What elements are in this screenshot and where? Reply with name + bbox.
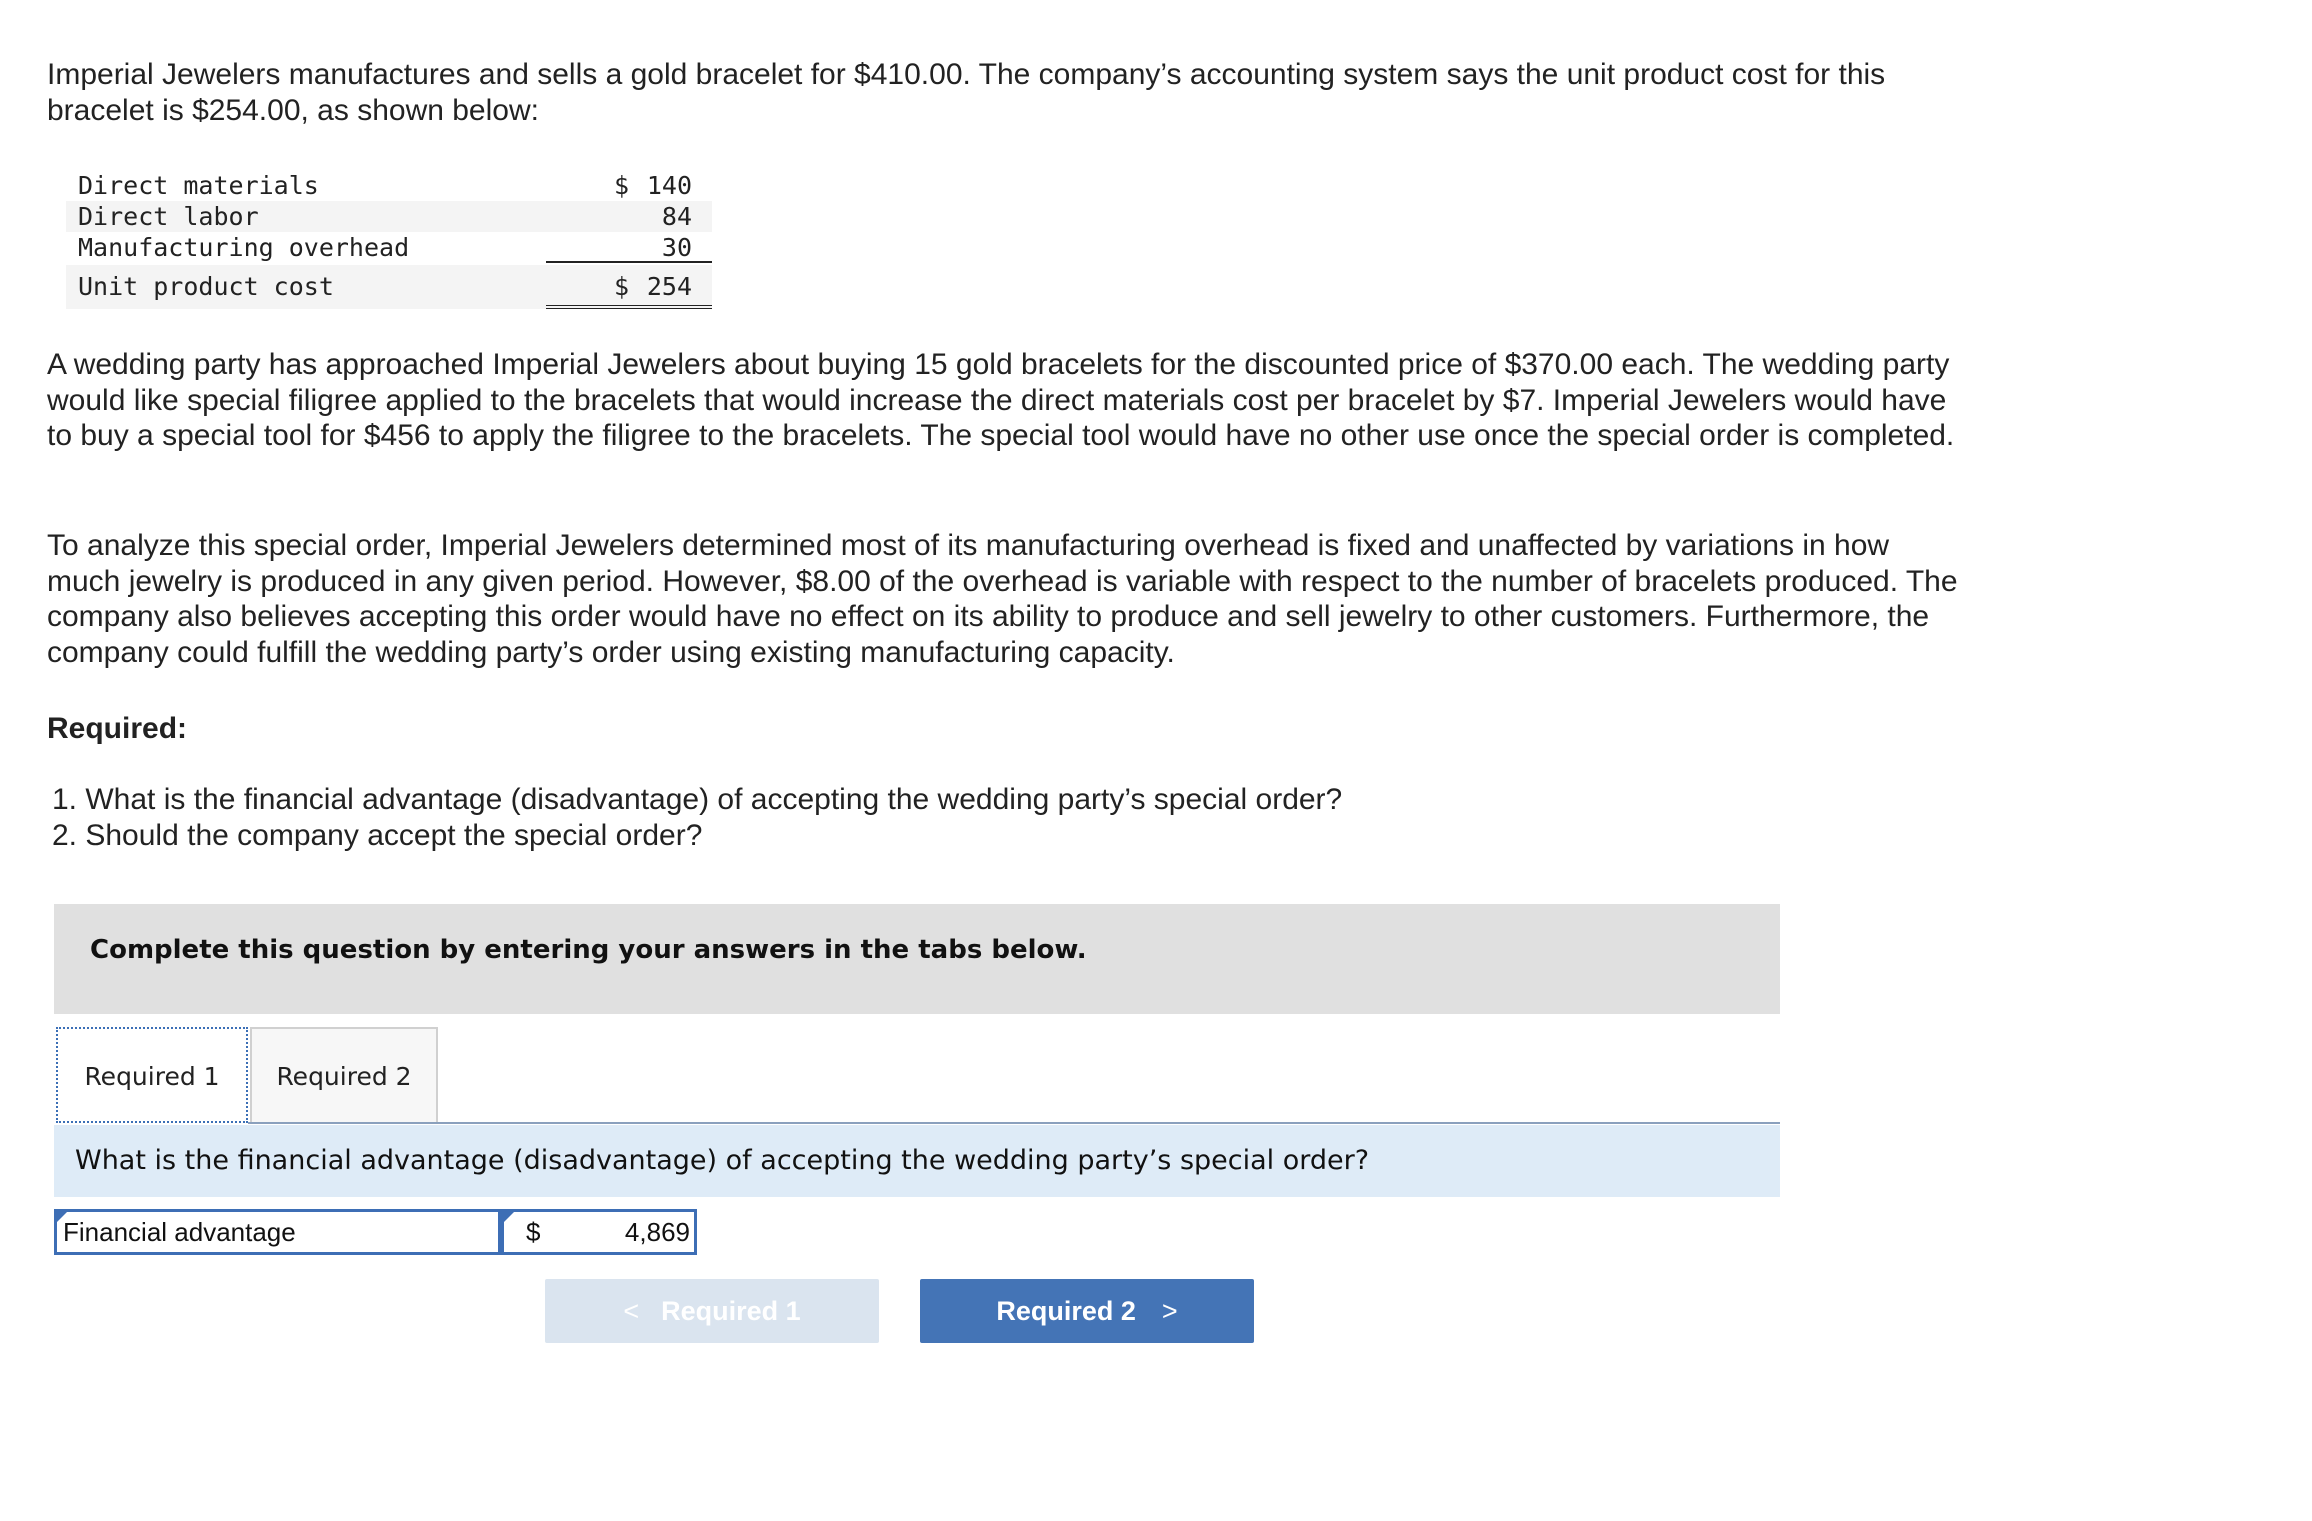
next-required-button[interactable] bbox=[920, 1279, 1254, 1343]
prev-required-button[interactable] bbox=[545, 1279, 879, 1343]
chevron-left-icon: < bbox=[623, 1296, 640, 1326]
tab-required-2[interactable]: Required 2 bbox=[250, 1027, 438, 1123]
table-row bbox=[66, 170, 712, 201]
chevron-right-icon: > bbox=[1161, 1296, 1178, 1326]
intro-paragraph-3: To analyze this special order, Imperial Jewelers determined most of its manufacturing overhead is fixed and unaffected by variations in how much jewelry is produced in any given period. However, $8.00 of the overhead is variable with respect to the number of bracelets produced. The company also believes accepting this order would have no effect on its ability to produce and sell jewelry to other customers. Furthermore, the company could fulfill the wedding party’s order using existing manufacturing capacity. bbox=[47, 529, 1958, 669]
tab-required-1[interactable]: Required 1 bbox=[56, 1027, 248, 1123]
unit-cost-table bbox=[66, 170, 712, 309]
list-item: 1. What is the financial advantage (disadvantage) of accepting the wedding party’s special order? bbox=[52, 783, 1343, 816]
instruction-banner bbox=[54, 904, 1780, 1014]
total-label: Unit product cost bbox=[66, 265, 546, 309]
row-amount: 84 bbox=[661, 202, 692, 231]
total-row bbox=[66, 265, 712, 309]
required-questions bbox=[52, 782, 1342, 854]
total-amount: 254 bbox=[646, 272, 692, 301]
row-label: Direct labor bbox=[66, 201, 546, 232]
intro-paragraph-1: Imperial Jewelers manufactures and sells a gold bracelet for $410.00. The company’s accounting system says the unit product cost for this bracelet is $254.00, as shown below: bbox=[47, 58, 1886, 127]
answer-amount-input[interactable] bbox=[501, 1209, 697, 1255]
intro-paragraph-2: A wedding party has approached Imperial Jewelers about buying 15 gold bracelets for the discounted price of $370.00 each. The wedding party would like special filigree applied to the bracelets that would increase the direct materials cost per bracelet by $7. Imperial Jewelers would have to buy a special tool for $456 to apply the filigree to the bracelets. The special tool would have no other use once the special order is completed. bbox=[47, 348, 1955, 452]
prev-button-label: Required 1 bbox=[661, 1296, 801, 1326]
row-label: Manufacturing overhead bbox=[78, 233, 410, 262]
currency-symbol: $ bbox=[614, 171, 630, 200]
tab-divider bbox=[248, 1122, 1780, 1124]
row-label: Direct materials bbox=[78, 171, 319, 200]
list-item: 2. Should the company accept the special order? bbox=[52, 819, 703, 852]
banner-text: Complete this question by entering your answers in the tabs below. bbox=[90, 935, 1087, 965]
prompt-text: What is the financial advantage (disadvantage) of accepting the wedding party’s special order? bbox=[75, 1145, 1370, 1176]
answer-label-dropdown[interactable]: Financial advantage bbox=[54, 1209, 501, 1255]
next-button-label: Required 2 bbox=[996, 1296, 1136, 1326]
row-amount: 30 bbox=[661, 233, 692, 262]
table-row bbox=[66, 232, 712, 263]
table-row bbox=[66, 201, 712, 232]
required-heading: Required: bbox=[47, 712, 188, 745]
question-prompt bbox=[54, 1125, 1780, 1197]
currency-symbol: $ bbox=[614, 272, 630, 301]
currency-symbol: $ bbox=[526, 1217, 541, 1247]
row-amount: 140 bbox=[646, 171, 692, 200]
answer-value: 4,869 bbox=[624, 1217, 690, 1247]
